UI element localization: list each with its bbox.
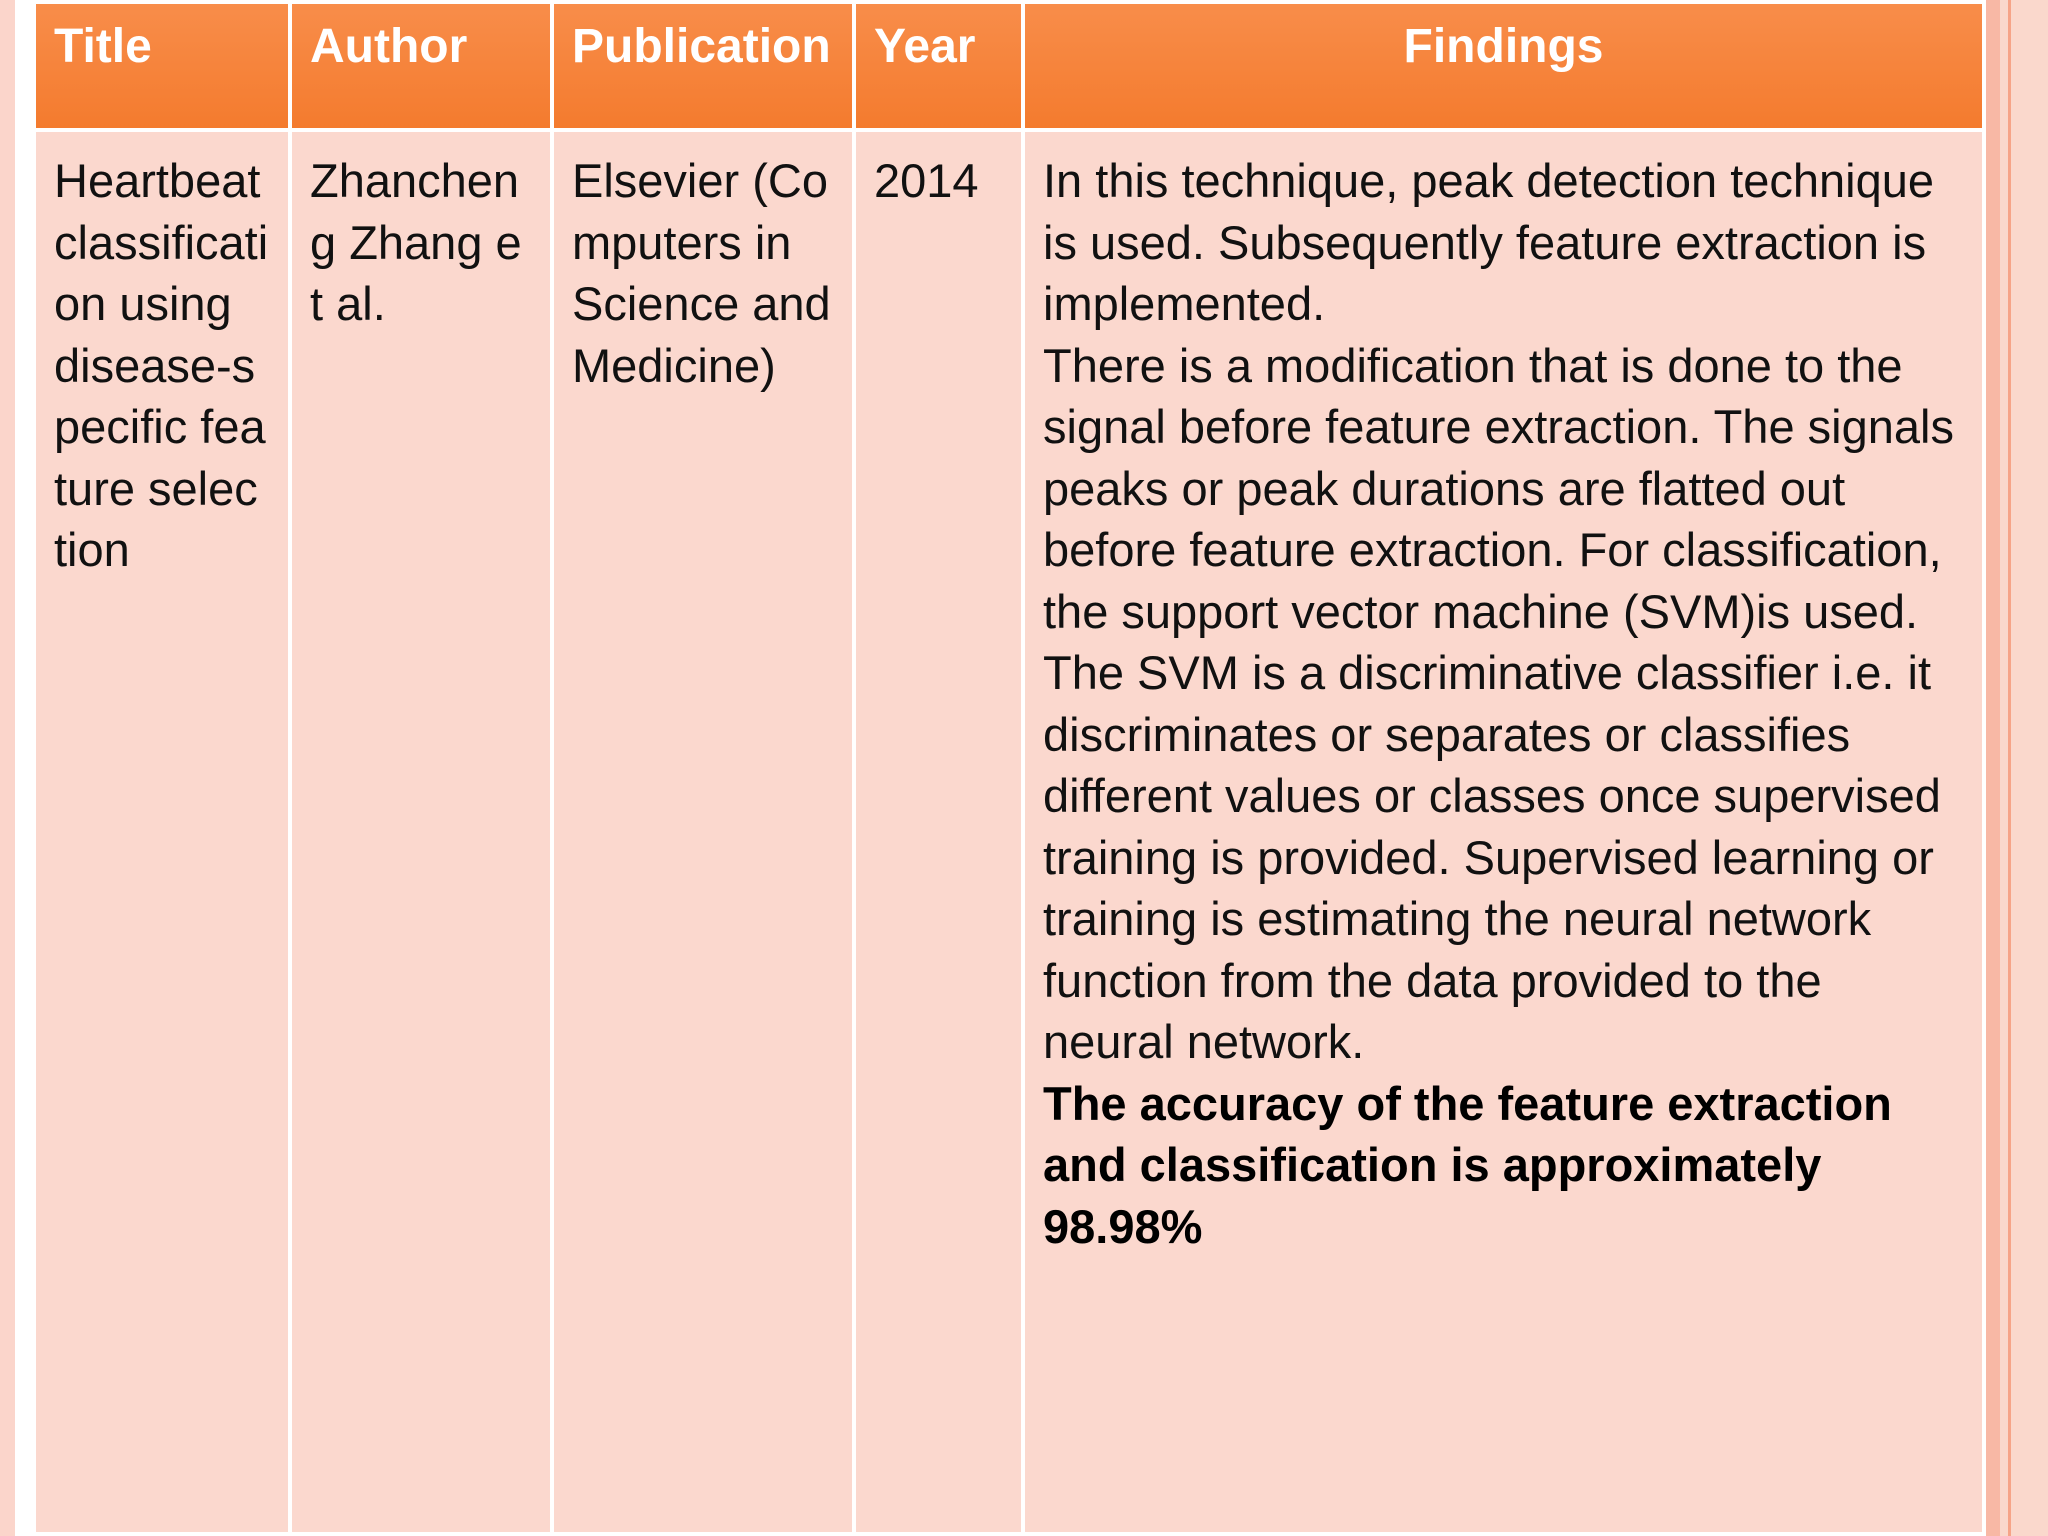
cell-author: Zhancheng Zhang et al. [290, 130, 552, 1534]
header-findings: Findings [1023, 2, 1984, 130]
cell-findings [1023, 130, 1984, 1534]
literature-table [32, 0, 1986, 1536]
cell-publication: Elsevier (Computers in Science and Medicine) [552, 130, 854, 1534]
findings-paragraph-2: There is a modification that is done to the signal before feature extraction. The signals peaks or peak durations are flatted out before feature extraction. For classification, the support vector machine (SVM)is used. [1043, 338, 1954, 638]
cell-year: 2014 [854, 130, 1023, 1534]
right-decor-line [2008, 0, 2011, 1536]
header-title: Title [34, 2, 290, 130]
header-author: Author [290, 2, 552, 130]
cell-title: Heartbeat classification using disease-specific feature selection [34, 130, 290, 1534]
header-year: Year [854, 2, 1023, 130]
findings-accuracy: The accuracy of the feature extraction and classification is approximately 98.98% [1043, 1076, 1892, 1253]
header-publication: Publication [552, 2, 854, 130]
table-header-row [34, 2, 1984, 130]
findings-paragraph-1: In this technique, peak detection technique is used. Subsequently feature extraction is implemented. [1043, 154, 1935, 330]
left-decor-stripe [0, 0, 15, 1536]
findings-paragraph-3: The SVM is a discriminative classifier i.e. it discriminates or separates or classifies different values or classes once supervised training is provided. Supervised learning or training is estimating the neural network function from the data provided to the neural network. [1043, 646, 1941, 1068]
table-row [34, 130, 1984, 1534]
